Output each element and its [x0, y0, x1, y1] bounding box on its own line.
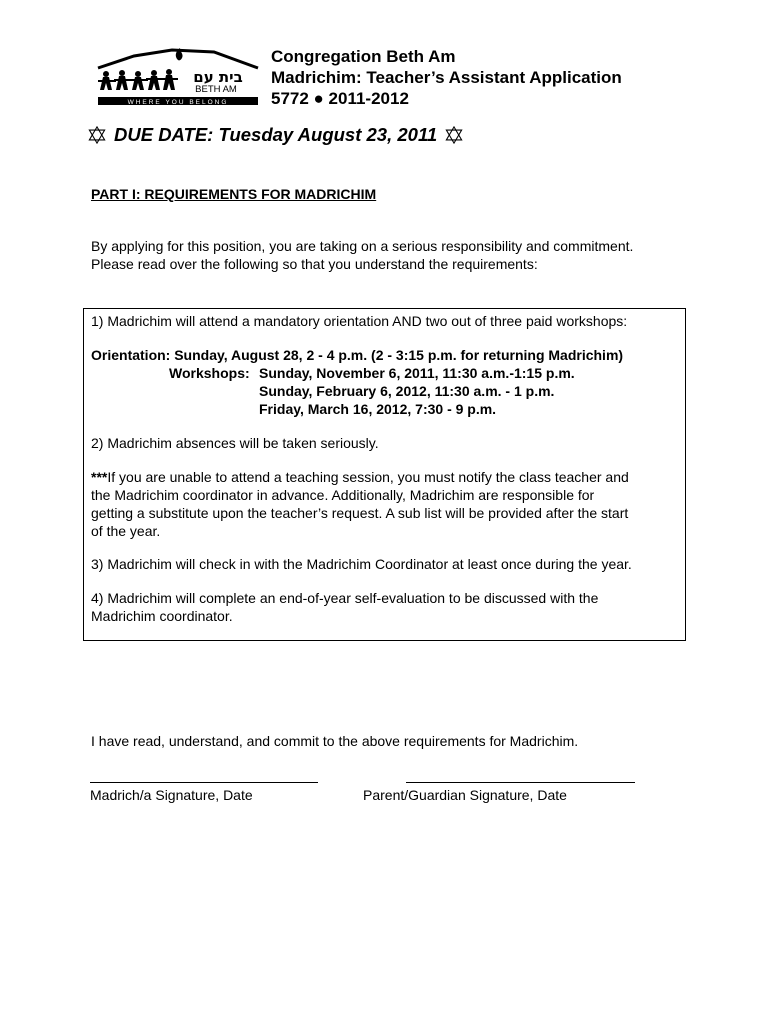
due-date-line [88, 124, 463, 146]
orientation-line: Orientation: Sunday, August 28, 2 - 4 p.m. (2 - 3:15 p.m. for returning Madrichim) [91, 347, 624, 363]
absence-note [91, 468, 675, 486]
star-of-david-icon [445, 126, 463, 144]
absence-note: getting a substitute upon the teacher’s request. A sub list will be provided after the start [91, 505, 629, 521]
year-line: 5772 ● 2011-2012 [271, 89, 409, 108]
parent-signature-line[interactable] [406, 782, 635, 783]
beth-am-logo [94, 46, 262, 108]
part-heading: PART I: REQUIREMENTS FOR MADRICHIM [91, 186, 377, 202]
requirement-item-2: 2) Madrichim absences will be taken seriously. [91, 435, 379, 451]
workshop-date: Sunday, November 6, 2011, 11:30 a.m.-1:15 p.m. [259, 365, 575, 381]
requirement-item-4: Madrichim coordinator. [91, 608, 233, 624]
requirements-box [83, 308, 686, 641]
star-of-david-icon [88, 126, 106, 144]
workshop-date: Sunday, February 6, 2012, 11:30 a.m. - 1 p.m. [259, 383, 555, 399]
workshop-date: Friday, March 16, 2012, 7:30 - 9 p.m. [259, 401, 497, 417]
absence-note: the Madrichim coordinator in advance. Additionally, Madrichim are responsible for [91, 487, 595, 503]
requirement-item-4: 4) Madrichim will complete an end-of-year self-evaluation to be discussed with the [91, 590, 599, 606]
absence-note: of the year. [91, 523, 161, 539]
intro-line: Please read over the following so that you understand the requirements: [91, 256, 538, 272]
org-name: Congregation Beth Am [271, 47, 456, 66]
madrich-signature-label: Madrich/a Signature, Date [90, 787, 253, 803]
note-prefix: *** [91, 469, 108, 485]
requirement-item-3: 3) Madrichim will check in with the Madrichim Coordinator at least once during the year. [91, 556, 632, 572]
intro-line: By applying for this position, you are taking on a serious responsibility and commitment. [91, 238, 634, 254]
document-header [271, 46, 622, 109]
svg-text:BETH AM: BETH AM [195, 84, 237, 95]
svg-text:בית עם: בית עם [193, 68, 243, 86]
madrich-signature-line[interactable] [90, 782, 318, 783]
requirement-item-1: 1) Madrichim will attend a mandatory orientation AND two out of three paid workshops: [91, 313, 628, 329]
form-title: Madrichim: Teacher’s Assistant Application [271, 68, 622, 87]
workshops-label: Workshops: [169, 365, 250, 381]
due-date: DUE DATE: Tuesday August 23, 2011 [114, 124, 438, 145]
commitment-statement: I have read, understand, and commit to the above requirements for Madrichim. [91, 733, 579, 749]
note-text: If you are unable to attend a teaching session, you must notify the class teacher and [107, 469, 629, 485]
parent-signature-label: Parent/Guardian Signature, Date [363, 787, 567, 803]
intro-paragraph [91, 237, 711, 273]
svg-text:WHERE YOU BELONG: WHERE YOU BELONG [127, 99, 229, 106]
